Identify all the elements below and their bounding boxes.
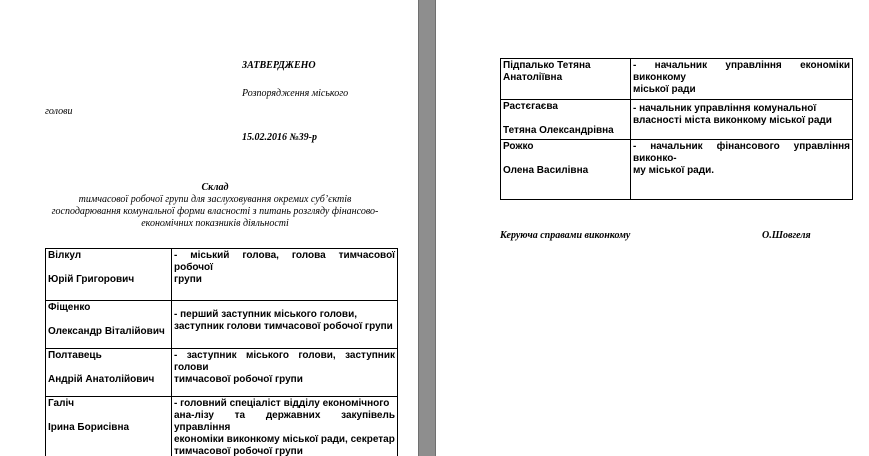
members-table-right	[500, 58, 853, 200]
member-surname: Галіч	[48, 398, 75, 409]
footer-signature-name: О.Шовгеля	[762, 230, 811, 241]
member-name-cell	[501, 140, 631, 200]
member-name-cell	[501, 59, 631, 100]
member-position-cell	[172, 301, 398, 349]
heading-subtitle-3: економічних показників діяльності	[141, 218, 289, 229]
member-position-line: - начальник фінансового управління виконко-	[633, 141, 850, 164]
member-position-line: му міської ради.	[633, 165, 715, 176]
members-table-left	[45, 248, 398, 456]
table-row	[46, 397, 398, 456]
member-firstname: Юрій Григорович	[48, 274, 135, 285]
document-heading	[30, 182, 400, 230]
member-firstname: Анатоліївна	[503, 72, 563, 83]
member-position-line: - головний спеціаліст відділу економічного	[174, 398, 390, 409]
member-position-line: ана-лізу та державних закупівель управління	[174, 410, 395, 433]
member-position-cell	[172, 397, 398, 456]
order-line: Розпорядження міського	[242, 88, 349, 99]
member-surname: Підпалько Тетяна	[503, 60, 591, 71]
heading-subtitle-2: господарювання комунальної форми власності з питань розгляду фінансово-	[51, 206, 379, 217]
date-number: 15.02.2016 №39-р	[242, 132, 317, 143]
member-position-line: групи	[174, 274, 202, 285]
member-firstname: Андрій Анатолійович	[48, 374, 155, 385]
table-row	[46, 349, 398, 397]
heading-subtitle-1: тимчасової робочої групи для заслуховування окремих суб’єктів	[78, 194, 352, 205]
footer-role: Керуюча справами виконкому	[500, 230, 631, 241]
member-position-cell	[172, 349, 398, 397]
member-position-line: - заступник міського голови, заступник голови	[174, 350, 395, 373]
member-position-line: - начальник управління економіки виконкому	[633, 60, 850, 83]
page-separator	[418, 0, 436, 456]
table-row	[46, 249, 398, 301]
member-position-line: міської ради	[633, 84, 696, 95]
member-position-line: тимчасової робочої групи	[174, 374, 303, 385]
heading-title: Склад	[201, 182, 229, 193]
document-page-left	[0, 0, 418, 456]
member-position-line: - начальник управління комунальної	[633, 103, 817, 114]
order-line-2: голови	[45, 106, 73, 117]
member-surname: Полтавець	[48, 350, 102, 361]
member-position-line: тимчасової робочої групи	[174, 446, 303, 456]
member-surname: Рожко	[503, 141, 534, 152]
member-surname: Фіщенко	[48, 302, 91, 313]
member-position-line: - міський голова, голова тимчасової робочої	[174, 250, 395, 273]
document-page-right	[436, 0, 869, 456]
member-firstname: Олександр Віталійович	[48, 326, 165, 337]
member-position-cell	[631, 59, 853, 100]
member-position-cell	[631, 100, 853, 140]
member-firstname: Ірина Борисівна	[48, 422, 130, 433]
member-name-cell	[46, 301, 172, 349]
member-position-cell	[172, 249, 398, 301]
member-position-cell	[631, 140, 853, 200]
member-position-line: економіки виконкому міської ради, секретар	[174, 434, 395, 445]
table-row	[501, 140, 853, 200]
member-name-cell	[46, 349, 172, 397]
member-surname: Растєгаєва	[503, 101, 558, 112]
approved-label: ЗАТВЕРДЖЕНО	[242, 60, 316, 71]
member-name-cell	[501, 100, 631, 140]
table-row	[501, 59, 853, 100]
member-firstname: Олена Василівна	[503, 165, 589, 176]
table-row	[501, 100, 853, 140]
member-name-cell	[46, 397, 172, 456]
member-surname: Вілкул	[48, 250, 82, 261]
table-row	[46, 301, 398, 349]
member-firstname: Тетяна Олександрівна	[503, 125, 614, 136]
member-position-line: заступник голови тимчасової робочої групи	[174, 321, 393, 332]
member-position-line: - перший заступник міського голови,	[174, 309, 357, 320]
member-position-line: власності міста виконкому міської ради	[633, 115, 832, 126]
member-name-cell	[46, 249, 172, 301]
